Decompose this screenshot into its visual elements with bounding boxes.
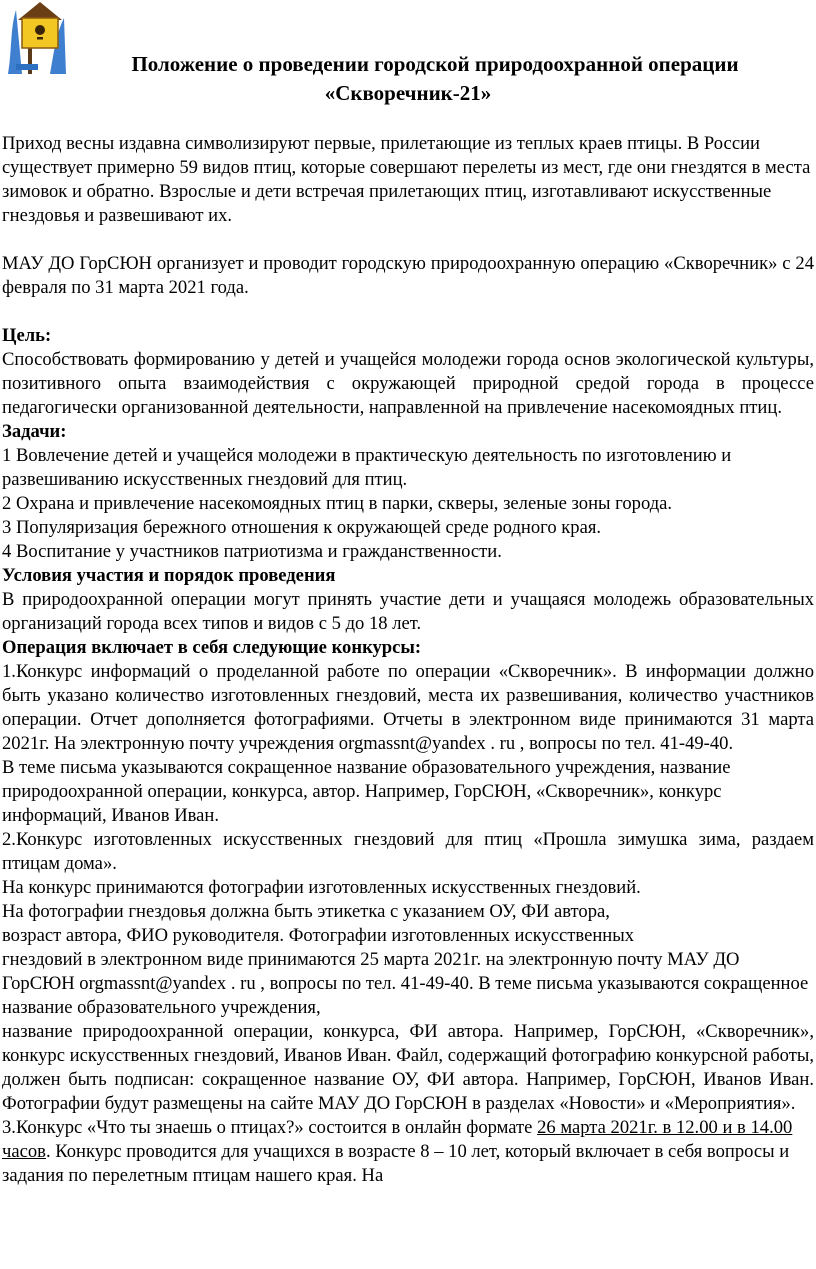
contest-2-line: название природоохранной операции, конкурса, ФИ автора. Например, ГорСЮН, «Скворечник», конкурс искусственных гнездовий, Иванов Иван. Файл, содержащий фотографию конкурсной работы, должен быть подписан: сокращенное название ОУ, ФИ автора. Например, ГорСЮН, Иванов Иван. Фотографии будут размещены на сайте МАУ ДО ГорСЮН в разделах «Новости» и «Мероприятия». [2,1021,814,1114]
document-body [2,132,814,1188]
title-line-1: Положение о проведении городской природоохранной операции [131,52,739,76]
organizer-paragraph: МАУ ДО ГорСЮН организует и проводит городскую природоохранную операцию «Скворечник» с 24 февраля по 31 марта 2021 года. [2,253,814,298]
contest-2-text: 2.Конкурс изготовленных искусственных гнездовий для птиц «Прошла зимушка зима, раздаем птицам дома». [2,829,814,874]
contest-1-note: В теме письма указываются сокращенное название образовательного учреждения, название природоохранной операции, конкурса, автор. Например, ГорСЮН, «Скворечник», конкурс информаций, Иванов Иван. [2,757,731,826]
conditions-heading: Условия участия и порядок проведения [2,565,336,586]
goal-text: Способствовать формированию у детей и учащейся молодежи города основ экологической культуры, позитивного опыта взаимодействия с окружающей природной средой города в процессе педагогически организованной деятельности, направленной на привлечение насекомоядных птиц. [2,349,814,418]
contest-3-text [2,1116,814,1188]
goal-heading: Цель: [2,325,52,346]
task-item: 3 Популяризация бережного отношения к окружающей среде родного края. [2,517,602,538]
task-item: 2 Охрана и привлечение насекомоядных птиц в парки, скверы, зеленые зоны города. [2,493,673,514]
contest-1-text: 1.Конкурс информаций о проделанной работе по операции «Скворечник». В информации должно быть указано количество изготовленных гнездовий, места их развешивания, количество участников операции. Отчет дополняется фотографиями. Отчеты в электронном виде принимаются 31 марта 2021г. На электронную почту учреждения orgmassnt@yandex . ru , вопросы по тел. 41-49-40. [2,661,814,754]
page-title [0,50,816,108]
task-item: 1 Вовлечение детей и учащейся молодежи в практическую деятельность по изготовлению и развешиванию искусственных гнездовий для птиц. [2,445,732,490]
contest-3-intro: 3.Конкурс «Что ты знаешь о птицах?» состоится в онлайн формате [2,1117,538,1138]
intro-paragraph: Приход весны издавна символизируют первые, прилетающие из теплых краев птицы. В России существует примерно 59 видов птиц, которые совершают перелеты из мест, где они гнездятся в места зимовок и обратно. Взрослые и дети встречая прилетающих птиц, изготавливают искусственные гнездовья и развешивают их. [2,133,811,226]
contest-3-date: 26 марта 2021г. в 12.00 и в 14.00 часов [2,1117,793,1162]
contest-2-line: На фотографии гнездовья должна быть этикетка с указанием ОУ, ФИ автора, [2,901,610,922]
contest-3-rest: . Конкурс проводится для учащихся в возрасте 8 – 10 лет, который включает в себя вопросы и задания по перелетным птицам нашего края. На [2,1141,790,1186]
tasks-heading: Задачи: [2,421,67,442]
contest-2-line: гнездовий в электронном виде принимаются 25 марта 2021г. на электронную почту МАУ ДО ГорСЮН orgmassnt@yandex . ru , вопросы по тел. 41-49-40. В теме письма указываются сокращенное название образовательного учреждения, [2,949,809,1018]
contest-2-line: возраст автора, ФИО руководителя. Фотографии изготовленных искусственных [2,925,635,946]
contest-2-line: На конкурс принимаются фотографии изготовленных искусственных гнездовий. [2,877,641,898]
task-item: 4 Воспитание у участников патриотизма и гражданственности. [2,541,502,562]
title-line-2: «Скворечник-21» [324,81,492,105]
conditions-text: В природоохранной операции могут принять участие дети и учащаяся молодежь образовательных организаций города всех типов и видов с 5 до 18 лет. [2,589,814,634]
contests-heading: Операция включает в себя следующие конкурсы: [2,637,422,658]
